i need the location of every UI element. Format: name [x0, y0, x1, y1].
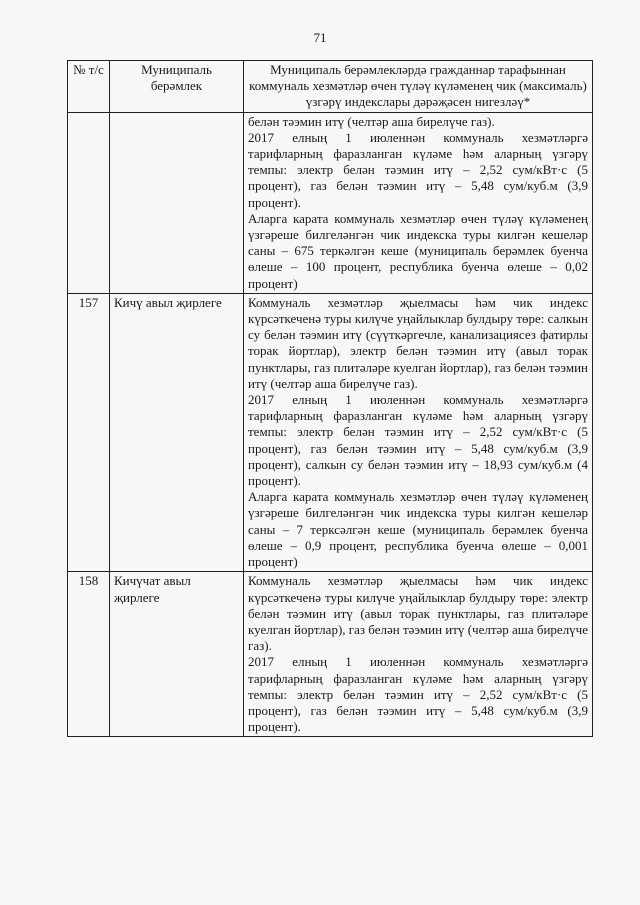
justification-paragraph: Коммуналь хезмәтләр җыелмасы һәм чик индекс күрсәткеченә туры килүче уңайлыклар булдыру төре: салкын су белән тәэмин итү (сүүткәргечле, канализациясез фатирлы торак йортлар), электр белән тәэмин итү (авыл торак пунктлары, газ плитәләре куелган йортлар), газ белән тәэмин итү (челтәр аша бирелүче газ).: [248, 294, 588, 391]
header-municipality: Муниципаль берәмлек: [110, 61, 244, 113]
row-number: [68, 112, 110, 293]
justification-paragraph: 2017 елның 1 июленнән коммуналь хезмәтләргә тарифларның фаразланган күләме һәм аларның үзгәрү темпы: электр белән тәэмин итү – 2,52 сум/кВт·с (5 процент), газ белән тәэмин итү – 5,48 сум/куб.м (3,9 процент).: [248, 129, 588, 210]
table-header-row: [68, 61, 593, 113]
justification-paragraph: 2017 елның 1 июленнән коммуналь хезмәтләргә тарифларның фаразланган күләме һәм аларның үзгәрү темпы: электр белән тәэмин итү – 2,52 сум/кВт·с (5 процент), газ белән тәэмин итү – 5,48 сум/куб.м (3,9 процент), салкын су белән тәэмин итү – 18,93 сум/куб.м (4 процент).: [248, 392, 588, 489]
row-justification: [244, 112, 593, 293]
row-municipality-name: Кичү авыл җирлеге: [110, 293, 244, 571]
row-justification: [244, 572, 593, 737]
row-justification: [244, 293, 593, 571]
justification-paragraph: белән тәэмин итү (челтәр аша бирелүче газ).: [248, 113, 495, 129]
table-row: [68, 293, 593, 571]
row-number: 157: [68, 293, 110, 571]
document-table: [67, 60, 593, 737]
table-row: [68, 112, 593, 293]
justification-paragraph: Аларга карата коммуналь хезмәтләр өчен түләү күләменең үзгәреше билгеләнгән чик индекска туры килгән кешеләр саны – 675 теркәлгән кеше (муниципаль берәмлек буенча өлеше – 100 процент, республика буенча өлеше – 0,02 процент): [248, 210, 588, 291]
row-number: 158: [68, 572, 110, 737]
justification-paragraph: Коммуналь хезмәтләр җыелмасы һәм чик индекс күрсәткеченә туры килүче уңайлыклар булдыру төре: электр белән тәэмин итү (авыл торак пунктлары, газ плитәләре куелган йортлар), газ белән тәэмин итү (челтәр аша бирелүче газ).: [248, 573, 588, 654]
header-justification: Муниципаль берәмлекләрдә гражданнар тарафыннан коммуналь хезмәтләр өчен түләү күләменең чик (максималь) үзгәрү индекслары дәрәҗәсен нигезләү*: [244, 61, 593, 113]
row-municipality-name: Кичүчат авыл җирлеге: [110, 572, 244, 737]
header-number: № т/с: [68, 61, 110, 113]
table-row: [68, 572, 593, 737]
justification-paragraph: Аларга карата коммуналь хезмәтләр өчен түләү күләменең үзгәреше билгеләнгән чик индекска туры килгән кешеләр саны – 7 терксәлгән кеше (муниципаль берәмлек буенча өлеше – 0,9 процент, республика буенча өлеше – 0,001 процент): [248, 489, 588, 570]
row-municipality-name: [110, 112, 244, 293]
page-number: 71: [313, 30, 327, 45]
justification-paragraph: 2017 елның 1 июленнән коммуналь хезмәтләргә тарифларның фаразланган күләме һәм аларның үзгәрү темпы: электр белән тәэмин итү – 2,52 сум/кВт·с (5 процент), газ белән тәэмин итү – 5,48 сум/куб.м (3,9 процент).: [248, 654, 588, 735]
